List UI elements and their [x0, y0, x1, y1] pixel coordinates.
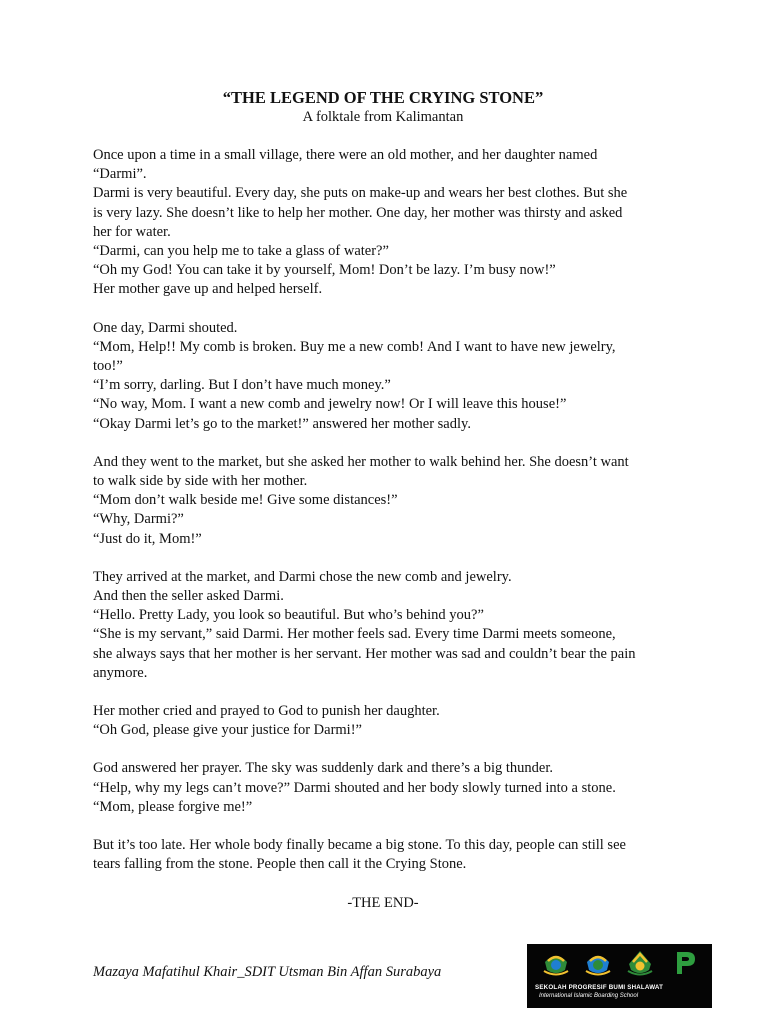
- story-paragraph: [93, 146, 673, 300]
- story-line: “Okay Darmi let’s go to the market!” answered her mother sadly.: [93, 415, 471, 432]
- logo-crests: [541, 948, 701, 982]
- story-line: “Darmi, can you help me to take a glass of water?”: [93, 243, 389, 260]
- story-line: But it’s too late. Her whole body finally became a big stone. To this day, people can still see: [93, 837, 626, 854]
- story-line: anymore.: [93, 664, 148, 681]
- story-line: “No way, Mom. I want a new comb and jewelry now! Or I will leave this house!”: [93, 396, 567, 413]
- story-line: “Mom, please forgive me!”: [93, 798, 253, 815]
- document-subtitle: A folktale from Kalimantan: [302, 109, 464, 125]
- story-line: “Darmi”.: [93, 166, 147, 183]
- story-line: tears falling from the stone. People then call it the Crying Stone.: [93, 856, 467, 873]
- story-line: to walk side by side with her mother.: [93, 473, 308, 490]
- story-line: is very lazy. She doesn’t like to help her mother. One day, her mother was thirsty and asked: [93, 204, 623, 221]
- story-line: “Oh God, please give your justice for Darmi!”: [93, 722, 362, 739]
- school-logo: [527, 944, 712, 1008]
- story-line: “I’m sorry, darling. But I don’t have much money.”: [93, 377, 391, 394]
- story-line: Darmi is very beautiful. Every day, she puts on make-up and wears her best clothes. But she: [93, 185, 628, 202]
- story-line: “Mom, Help!! My comb is broken. Buy me a new comb! And I want to have new jewelry,: [93, 338, 616, 355]
- story-line: Her mother cried and prayed to God to punish her daughter.: [93, 703, 440, 720]
- story-body: [93, 146, 673, 875]
- story-line: “Oh my God! You can take it by yourself, Mom! Don’t be lazy. I’m busy now!”: [93, 262, 556, 279]
- story-line: her for water.: [93, 223, 171, 240]
- story-paragraph: [93, 568, 673, 683]
- story-line: God answered her prayer. The sky was suddenly dark and there’s a big thunder.: [93, 760, 553, 777]
- story-line: And they went to the market, but she asked her mother to walk behind her. She doesn’t want: [93, 453, 629, 470]
- story-line: “Help, why my legs can’t move?” Darmi shouted and her body slowly turned into a stone.: [93, 779, 616, 796]
- story-line: “Mom don’t walk beside me! Give some distances!”: [93, 492, 398, 509]
- story-paragraph: [93, 702, 673, 740]
- document-page: [93, 88, 673, 913]
- school-tagline: International Islamic Boarding School: [539, 993, 639, 999]
- story-paragraph: [93, 836, 673, 874]
- story-line: too!”: [93, 358, 123, 375]
- story-paragraph: [93, 759, 673, 817]
- story-line: “Hello. Pretty Lady, you look so beautiful. But who’s behind you?”: [93, 607, 484, 624]
- story-line: Her mother gave up and helped herself.: [93, 281, 323, 298]
- story-line: “She is my servant,” said Darmi. Her mother feels sad. Every time Darmi meets someone,: [93, 626, 616, 643]
- story-line: They arrived at the market, and Darmi chose the new comb and jewelry.: [93, 568, 512, 585]
- document-title: “THE LEGEND OF THE CRYING STONE”: [222, 88, 544, 107]
- story-line: And then the seller asked Darmi.: [93, 588, 284, 605]
- story-line: Once upon a time in a small village, there were an old mother, and her daughter named: [93, 147, 598, 163]
- story-line: “Why, Darmi?”: [93, 511, 184, 528]
- author-footer: Mazaya Mafatihul Khair_SDIT Utsman Bin Affan Surabaya: [93, 964, 442, 980]
- story-paragraph: [93, 319, 673, 434]
- crest-icon: [583, 948, 613, 978]
- p-letter-icon: [671, 948, 699, 978]
- story-line: she always says that her mother is her servant. Her mother was sad and couldn’t bear the pain: [93, 645, 636, 662]
- school-name: SEKOLAH PROGRESIF BUMI SHALAWAT: [535, 984, 664, 991]
- story-line: “Just do it, Mom!”: [93, 530, 202, 547]
- end-marker: -THE END-: [347, 894, 419, 911]
- crest-icon: [541, 948, 571, 978]
- story-line: One day, Darmi shouted.: [93, 319, 238, 336]
- crest-icon: [625, 948, 655, 978]
- story-paragraph: [93, 453, 673, 549]
